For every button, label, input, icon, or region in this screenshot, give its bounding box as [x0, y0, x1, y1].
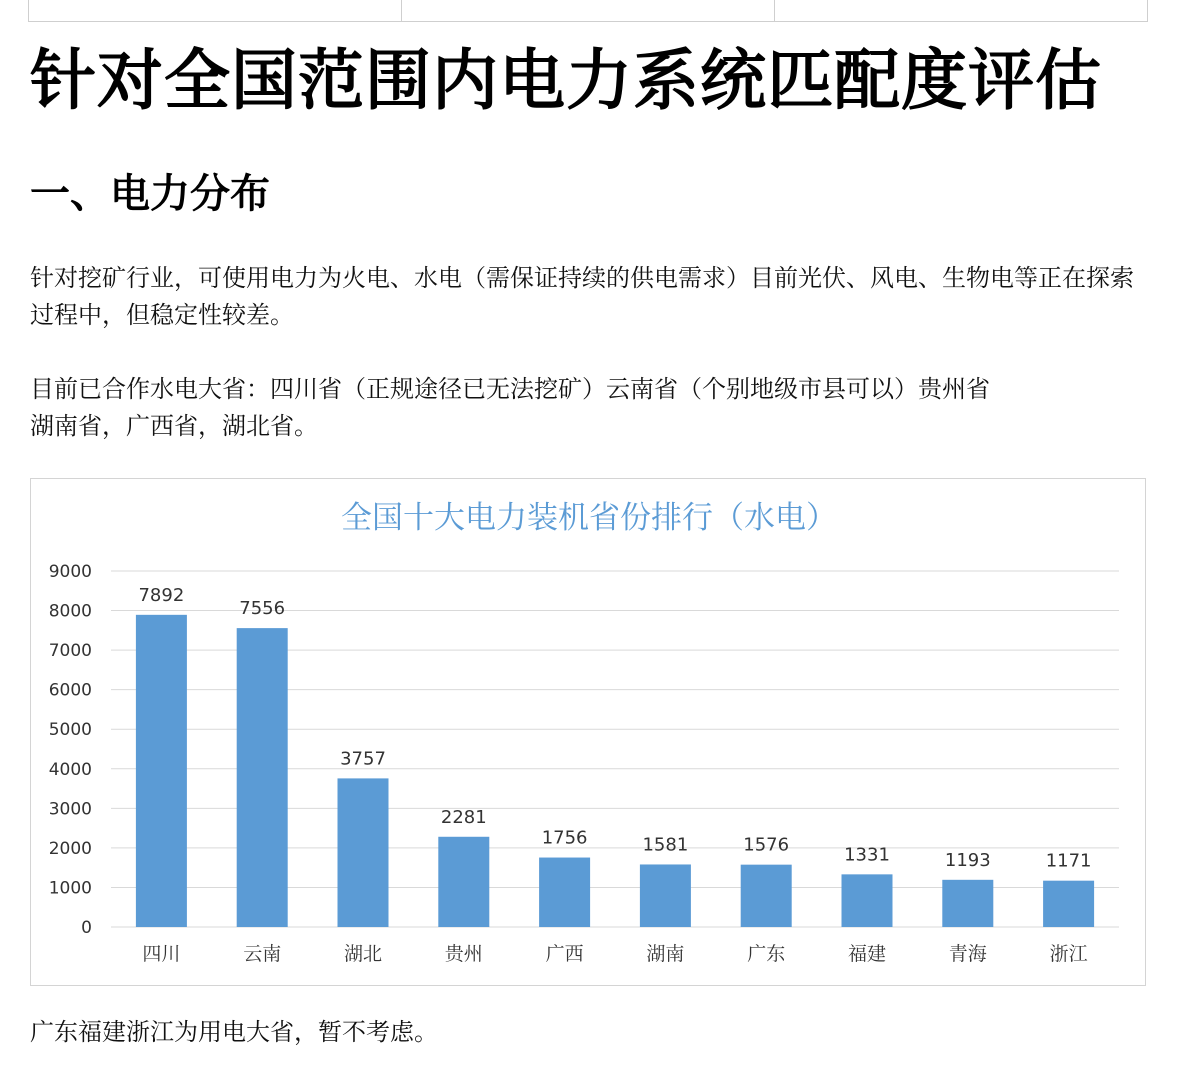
- y-tick-label: 1000: [48, 878, 92, 899]
- y-tick-label: 9000: [48, 562, 92, 582]
- bar: [539, 858, 590, 927]
- x-category-label: 云南: [243, 943, 282, 965]
- chart-svg: [31, 479, 1147, 987]
- data-label: 1171: [1045, 850, 1092, 872]
- data-label: 1581: [642, 834, 689, 856]
- bar: [338, 778, 389, 927]
- data-label: 2281: [440, 806, 487, 828]
- paragraph-line: 湖南省，广西省，湖北省。: [30, 412, 318, 440]
- y-tick-label: 3000: [48, 799, 92, 820]
- paragraph-power-types: 针对挖矿行业，可使用电力为火电、水电（需保证持续的供电需求）目前光伏、风电、生物电等正在探索过程中，但稳定性较差。: [30, 264, 1134, 329]
- x-category-label: 广东: [747, 943, 786, 965]
- hydropower-bar-chart: [30, 478, 1146, 986]
- paragraph-line: 目前已合作水电大省：四川省（正规途径已无法挖矿）云南省（个别地级市县可以）贵州省: [30, 375, 990, 403]
- table-cell: [402, 0, 775, 21]
- bar: [741, 865, 792, 927]
- data-label: 1756: [541, 827, 588, 849]
- bar: [438, 837, 489, 927]
- table-cell: [775, 0, 1148, 21]
- x-category-label: 湖南: [646, 943, 685, 965]
- paragraph-partner-provinces: [30, 371, 1140, 445]
- data-label: 1193: [944, 849, 991, 871]
- x-category-label: 四川: [142, 943, 181, 965]
- data-label: 7556: [239, 598, 286, 620]
- data-label: 1576: [743, 834, 790, 856]
- x-category-label: 浙江: [1049, 943, 1088, 965]
- bar: [237, 628, 288, 927]
- bar: [942, 880, 993, 927]
- bar: [842, 874, 893, 927]
- paragraph-excluded-provinces: 广东福建浙江为用电大省，暂不考虑。: [30, 1018, 438, 1046]
- chart-title: 全国十大电力装机省份排行（水电）: [341, 500, 837, 536]
- bar: [1043, 881, 1094, 927]
- page-title: 针对全国范围内电力系统匹配度评估: [30, 42, 1102, 119]
- data-label: 7892: [138, 584, 185, 606]
- x-category-label: 贵州: [444, 943, 483, 965]
- x-category-label: 福建: [847, 943, 887, 965]
- y-tick-label: 7000: [48, 641, 92, 662]
- bar: [640, 864, 691, 927]
- y-tick-label: 8000: [48, 601, 92, 622]
- y-tick-label: 6000: [48, 680, 92, 701]
- bar: [136, 615, 187, 927]
- y-tick-label: 0: [81, 918, 92, 938]
- section-heading: 一、电力分布: [30, 171, 270, 217]
- top-table-fragment: [28, 0, 1148, 22]
- x-category-label: 青海: [948, 943, 987, 965]
- data-label: 3757: [340, 748, 386, 770]
- y-tick-label: 4000: [48, 759, 92, 780]
- y-tick-label: 5000: [48, 720, 92, 741]
- x-category-label: 广西: [545, 943, 584, 965]
- y-tick-label: 2000: [48, 838, 92, 859]
- x-category-label: 湖北: [343, 943, 383, 965]
- data-label: 1331: [844, 844, 890, 866]
- table-cell: [29, 0, 402, 21]
